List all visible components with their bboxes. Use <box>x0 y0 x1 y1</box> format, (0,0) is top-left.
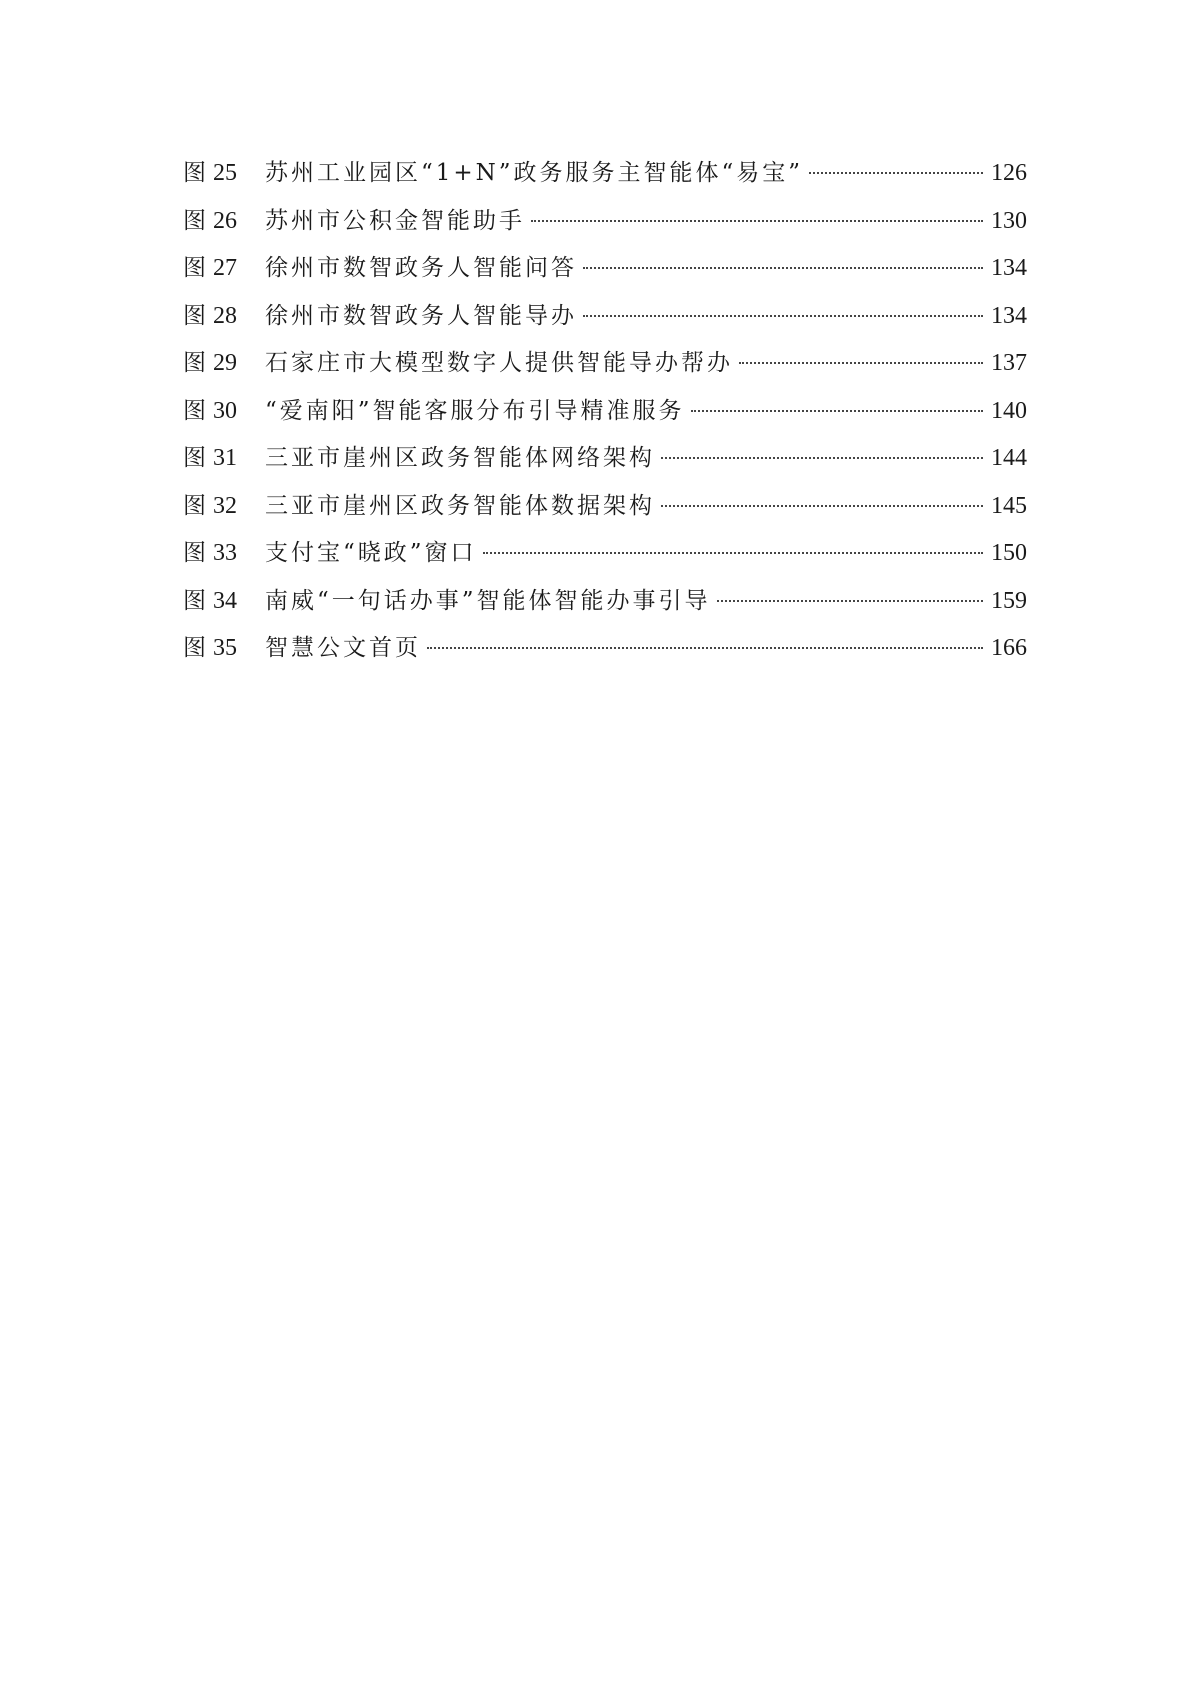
dot-leader <box>483 552 983 554</box>
figure-title: 三亚市崖州区政务智能体数据架构 <box>265 492 655 519</box>
page-number: 144 <box>991 445 1027 471</box>
page-number: 140 <box>991 397 1027 424</box>
figure-list <box>183 150 1027 673</box>
page-number: 130 <box>991 207 1027 234</box>
figure-number: 27 <box>213 255 237 281</box>
figure-prefix: 图 <box>183 207 206 234</box>
figure-number: 32 <box>213 492 237 519</box>
dot-leader <box>739 362 983 364</box>
figure-number: 25 <box>213 160 237 186</box>
figure-prefix: 图 <box>183 255 206 281</box>
page-number: 145 <box>991 492 1027 519</box>
figure-title: 南威“一句话办事”智能体智能办事引导 <box>265 587 711 614</box>
figure-prefix: 图 <box>183 540 206 566</box>
toc-entry[interactable] <box>183 435 1027 483</box>
page-number: 134 <box>991 302 1027 329</box>
dot-leader <box>427 647 983 649</box>
dot-leader <box>583 315 983 317</box>
page-number: 134 <box>991 255 1027 281</box>
figure-title: 三亚市崖州区政务智能体网络架构 <box>265 445 655 471</box>
page-number: 126 <box>991 160 1027 186</box>
figure-prefix: 图 <box>183 587 206 614</box>
figure-number: 33 <box>213 540 237 566</box>
figure-number: 26 <box>213 207 237 234</box>
figure-prefix: 图 <box>183 160 206 186</box>
dot-leader <box>531 220 983 222</box>
figure-title: 智慧公文首页 <box>265 635 421 661</box>
toc-entry[interactable] <box>183 578 1027 626</box>
toc-entry[interactable] <box>183 293 1027 341</box>
figure-title: “爱南阳”智能客服分布引导精准服务 <box>265 397 685 424</box>
figure-number: 35 <box>213 635 237 661</box>
dot-leader <box>583 267 983 269</box>
dot-leader <box>809 172 983 174</box>
toc-entry[interactable] <box>183 530 1027 578</box>
page-number: 137 <box>991 350 1027 376</box>
figure-number: 34 <box>213 587 237 614</box>
figure-title: 支付宝“晓政”窗口 <box>265 540 477 566</box>
dot-leader <box>691 410 983 412</box>
figure-prefix: 图 <box>183 397 206 424</box>
figure-prefix: 图 <box>183 302 206 329</box>
figure-title: 徐州市数智政务人智能问答 <box>265 255 577 281</box>
figure-number: 29 <box>213 350 237 376</box>
figure-title: 苏州市公积金智能助手 <box>265 207 525 234</box>
page-number: 150 <box>991 540 1027 566</box>
figure-prefix: 图 <box>183 445 206 471</box>
dot-leader <box>661 505 983 507</box>
figure-title: 石家庄市大模型数字人提供智能导办帮办 <box>265 350 733 376</box>
toc-entry[interactable] <box>183 625 1027 673</box>
toc-entry[interactable] <box>183 340 1027 388</box>
toc-entry[interactable] <box>183 388 1027 436</box>
figure-number: 28 <box>213 302 237 329</box>
figure-number: 31 <box>213 445 237 471</box>
figure-title: 徐州市数智政务人智能导办 <box>265 302 577 329</box>
figure-number: 30 <box>213 397 237 424</box>
dot-leader <box>717 600 983 602</box>
figure-title: 苏州工业园区“1+N”政务服务主智能体“易宝” <box>265 160 804 186</box>
page-number: 159 <box>991 587 1027 614</box>
figure-prefix: 图 <box>183 635 206 661</box>
toc-entry[interactable] <box>183 150 1027 198</box>
toc-entry[interactable] <box>183 245 1027 293</box>
page-number: 166 <box>991 635 1027 661</box>
toc-entry[interactable] <box>183 483 1027 531</box>
dot-leader <box>661 457 983 459</box>
figure-prefix: 图 <box>183 350 206 376</box>
figure-prefix: 图 <box>183 492 206 519</box>
toc-entry[interactable] <box>183 198 1027 246</box>
